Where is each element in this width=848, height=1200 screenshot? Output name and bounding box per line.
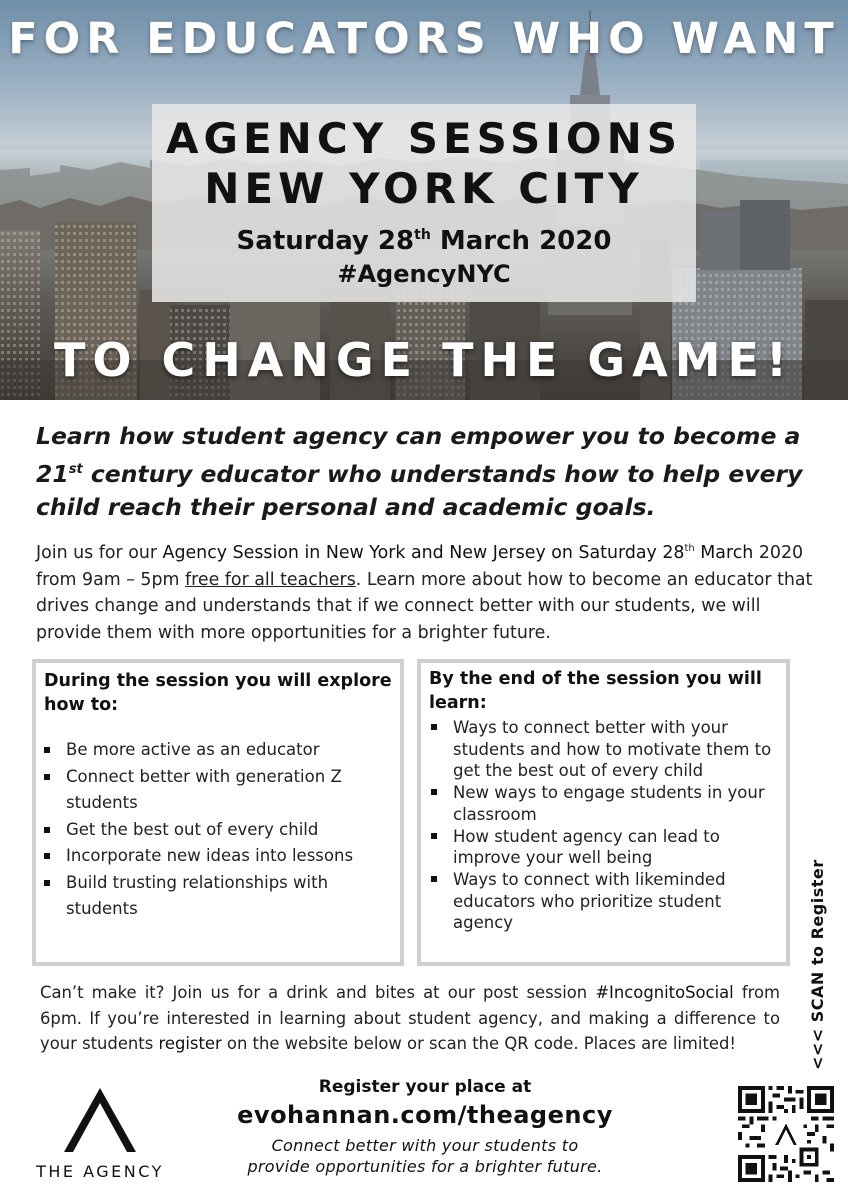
tagline-line-2: provide opportunities for a brighter future. (247, 1157, 603, 1176)
tagline-line-1: Connect better with your students to (271, 1136, 579, 1155)
free-for-teachers-link[interactable]: free for all teachers (184, 569, 356, 590)
list-item: Be more active as an educator (66, 737, 392, 764)
bullet-icon (44, 853, 50, 859)
list-item: New ways to engage students in your classroom (453, 782, 778, 825)
event-title-box (152, 104, 696, 302)
hero-bottom-headline: TO CHANGE THE GAME! (54, 333, 794, 387)
bullet-icon (44, 827, 50, 833)
hero-top-headline: FOR EDUCATORS WHO WANT (8, 14, 840, 64)
register-url-link[interactable]: evohannan.com/theagency (237, 1101, 613, 1129)
scan-to-register-label: <<< SCAN to Register (808, 859, 827, 1070)
agency-logo (28, 1084, 172, 1188)
event-date: Saturday 28th March 2020 (236, 226, 612, 256)
register-label: Register your place at (318, 1077, 532, 1097)
list-item: How student agency can lead to improve your well being (453, 826, 778, 869)
bullet-icon (44, 747, 50, 753)
event-title-line-2: NEW YORK CITY (204, 164, 644, 213)
social-paragraph: Can’t make it? Join us for a drink and bites at our post session #IncognitoSocial from 6pm. If you’re interested in learning about student agency, and making a difference to your students register on the website below or scan the QR code. Places are limited! (40, 983, 780, 1053)
bullet-icon (44, 774, 50, 780)
explore-heading: During the session you will explore how to: (44, 671, 392, 715)
learn-heading: By the end of the session you will learn: (429, 669, 762, 713)
bullet-icon (431, 789, 437, 795)
event-hashtag: #AgencyNYC (337, 260, 511, 288)
qr-code-icon[interactable] (738, 1086, 834, 1182)
list-item: Get the best out of every child (66, 817, 392, 844)
bullet-icon (431, 833, 437, 839)
explore-box (32, 659, 404, 966)
explore-list (36, 717, 400, 923)
bullet-icon (431, 724, 437, 730)
bullet-icon (431, 876, 437, 882)
list-item: Build trusting relationships with students (66, 870, 392, 923)
list-item: Connect better with generation Z students (66, 764, 392, 817)
logo-text: THE AGENCY (36, 1162, 164, 1181)
event-title-line-1: AGENCY SESSIONS (166, 114, 682, 163)
learn-box (417, 659, 790, 966)
register-block (190, 1076, 660, 1177)
list-item: Ways to connect with likeminded educators who prioritize student agency (453, 869, 778, 934)
list-item: Incorporate new ideas into lessons (66, 843, 392, 870)
intro-paragraph: Join us for our Agency Session in New York and New Jersey on Saturday 28th March 2020 from 9am – 5pm free for all teachers. Learn more about how to become an educator that drives change and understands that if we connect better with our students, we will provide them with more opportunities for a brighter future. (36, 543, 813, 643)
bullet-icon (44, 880, 50, 886)
list-item: Ways to connect better with your students and how to motivate them to get the best out of every child (453, 717, 778, 782)
learn-list (421, 715, 786, 934)
hero-banner (0, 0, 848, 400)
lead-paragraph: Learn how student agency can empower you to become a 21st century educator who understands how to help every child reach their personal and academic goals. (36, 422, 803, 521)
chevron-logo-icon (62, 1086, 138, 1154)
